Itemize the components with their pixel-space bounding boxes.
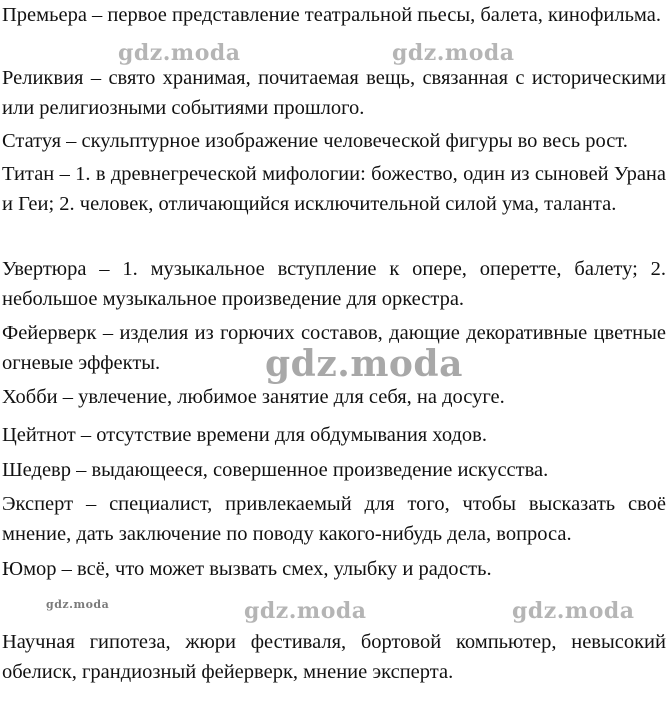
entry-titan: Титан – 1. в древнегреческой мифологии: божество, один из сыновей Урана и Геи; 2. человек, отличающийся исключительной силой ума, таланта.	[2, 163, 666, 215]
entry-statue: Статуя – скульптурное изображение человеческой фигуры во весь рост.	[2, 130, 628, 152]
entry-zeitnot: Цейтнот – отсутствие времени для обдумывания ходов.	[2, 424, 487, 446]
watermark-logo: gdz.moda	[265, 343, 463, 385]
entry-humor: Юмор – всё, что может вызвать смех, улыбку и радость.	[2, 558, 492, 580]
watermark-logo: gdz.moda	[244, 598, 367, 624]
entry-overture: Увертюра – 1. музыкальное вступление к опере, оперетте, балету; 2. небольшое музыкальное произведение для оркестра.	[2, 258, 666, 310]
watermark-logo: gdz.moda	[512, 598, 635, 624]
entry-masterpiece: Шедевр – выдающееся, совершенное произведение искусства.	[2, 459, 549, 481]
phrases-paragraph: Научная гипотеза, жюри фестиваля, бортовой компьютер, невысокий обелиск, грандиозный фейерверк, мнение эксперта.	[2, 631, 666, 683]
entry-expert: Эксперт – специалист, привлекаемый для того, чтобы высказать своё мнение, дать заключение по поводу какого-нибудь дела, вопроса.	[2, 493, 666, 545]
entry-relic: Реликвия – свято хранимая, почитаемая вещь, связанная с историческими или религиозными событиями прошлого.	[2, 67, 666, 119]
entry-premiere: Премьера – первое представление театральной пьесы, балета, кинофильма.	[2, 4, 661, 26]
watermark-logo: gdz.moda	[46, 598, 110, 611]
watermark-logo: gdz.moda	[392, 40, 515, 66]
watermark-logo: gdz.moda	[118, 40, 241, 66]
entry-fireworks: Фейерверк – изделия из горючих составов, дающие декоративные цветные огневые эффекты.	[2, 322, 666, 374]
entry-hobby: Хобби – увлечение, любимое занятие для себя, на досуге.	[2, 386, 505, 408]
